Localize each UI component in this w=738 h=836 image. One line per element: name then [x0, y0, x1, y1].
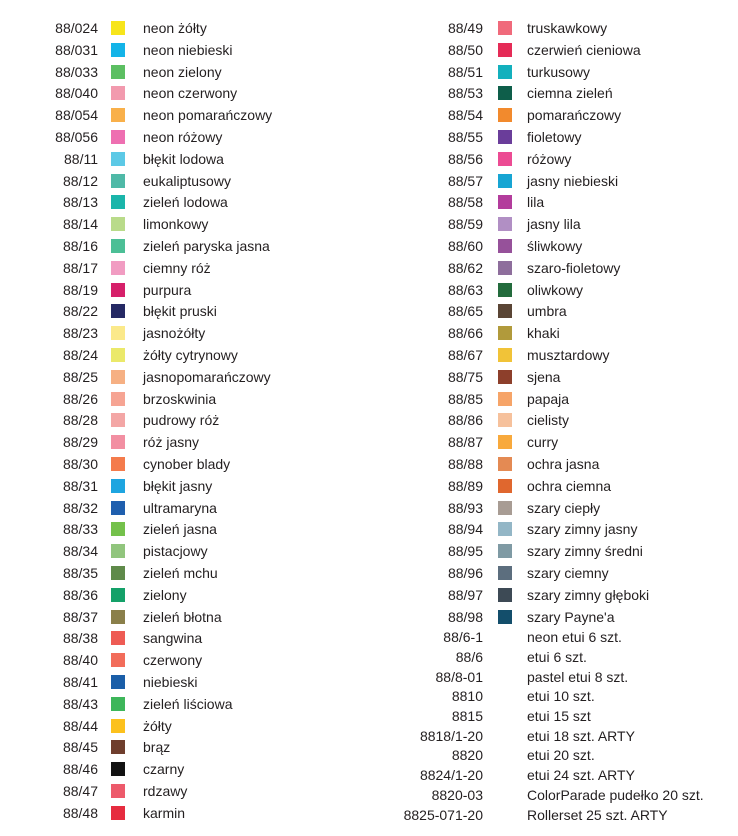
- color-row: [0, 323, 340, 345]
- product-code: 88/040: [55, 85, 98, 102]
- product-code: 88/38: [62, 630, 98, 647]
- set-name: etui 6 szt.: [527, 649, 587, 665]
- color-swatch: [111, 152, 125, 166]
- color-swatch: [111, 413, 125, 427]
- color-name: pudrowy róż: [143, 412, 220, 429]
- product-code: 88/40: [62, 652, 98, 669]
- product-code: 88/054: [55, 107, 98, 124]
- product-code: 8810: [451, 688, 483, 705]
- color-name: sangwina: [143, 630, 203, 647]
- color-row: [0, 389, 340, 411]
- color-row: [388, 258, 728, 280]
- product-code: 88/34: [62, 543, 98, 560]
- color-swatch: [498, 86, 512, 100]
- product-code: 88/17: [62, 259, 98, 276]
- color-name: śliwkowy: [527, 237, 583, 254]
- set-row: [388, 707, 738, 727]
- color-row: [0, 18, 340, 40]
- color-swatch: [111, 195, 125, 209]
- set-row: [388, 628, 738, 648]
- color-name: khaki: [527, 325, 560, 342]
- set-row: [388, 746, 738, 766]
- product-code: 88/53: [447, 85, 483, 102]
- color-row: [0, 301, 340, 323]
- color-name: czerwień cieniowa: [527, 41, 641, 58]
- color-row: [0, 541, 340, 563]
- product-code: 88/8-01: [435, 668, 483, 685]
- color-name: rdzawy: [143, 782, 188, 799]
- product-code: 88/26: [62, 390, 98, 407]
- color-row: [388, 62, 728, 84]
- color-swatch: [498, 326, 512, 340]
- product-code: 88/36: [62, 586, 98, 603]
- color-name: neon czerwony: [143, 85, 238, 102]
- color-row: [0, 83, 340, 105]
- color-name: szary Payne'a: [527, 608, 615, 625]
- color-row: [388, 192, 728, 214]
- color-row: [0, 607, 340, 629]
- product-code: 88/62: [447, 259, 483, 276]
- color-row: [388, 607, 728, 629]
- color-name: niebieski: [143, 673, 198, 690]
- color-row: [388, 18, 728, 40]
- color-swatch: [111, 370, 125, 384]
- color-swatch: [111, 217, 125, 231]
- color-swatch: [111, 544, 125, 558]
- color-row: [0, 280, 340, 302]
- color-swatch: [111, 392, 125, 406]
- color-swatch: [498, 43, 512, 57]
- product-code: 88/35: [62, 564, 98, 581]
- color-swatch: [498, 152, 512, 166]
- color-name: sjena: [527, 368, 561, 385]
- color-row: [0, 781, 340, 803]
- color-row: [388, 410, 728, 432]
- product-code: 88/031: [55, 41, 98, 58]
- product-code: 88/6-1: [443, 629, 483, 646]
- set-row: [388, 766, 738, 786]
- color-swatch: [111, 762, 125, 776]
- product-code: 88/67: [447, 346, 483, 363]
- product-code: 88/88: [447, 455, 483, 472]
- product-code: 88/56: [447, 150, 483, 167]
- color-row: [0, 432, 340, 454]
- product-code: 88/75: [447, 368, 483, 385]
- color-name: brzoskwinia: [143, 390, 217, 407]
- color-name: szary zimny jasny: [527, 521, 638, 538]
- product-code: 88/51: [447, 63, 483, 80]
- color-name: zieleń jasna: [143, 521, 217, 538]
- set-row: [388, 806, 738, 826]
- color-swatch: [111, 697, 125, 711]
- color-swatch: [111, 65, 125, 79]
- product-code: 88/89: [447, 477, 483, 494]
- color-swatch: [111, 283, 125, 297]
- color-swatch: [111, 479, 125, 493]
- color-swatch: [111, 43, 125, 57]
- product-code: 88/57: [447, 172, 483, 189]
- color-row: [0, 476, 340, 498]
- color-swatch: [498, 65, 512, 79]
- product-code: 8820-03: [431, 786, 483, 803]
- color-row: [388, 563, 728, 585]
- color-row: [0, 563, 340, 585]
- color-swatch: [111, 501, 125, 515]
- color-name: limonkowy: [143, 216, 209, 233]
- color-row: [388, 432, 728, 454]
- color-swatch: [111, 806, 125, 820]
- product-code: 88/48: [62, 804, 98, 821]
- color-row: [388, 149, 728, 171]
- product-code: 88/22: [62, 303, 98, 320]
- product-code: 88/37: [62, 608, 98, 625]
- color-swatch: [498, 348, 512, 362]
- color-row: [0, 410, 340, 432]
- product-code: 88/66: [447, 325, 483, 342]
- product-code: 88/11: [64, 150, 98, 167]
- product-code: 88/59: [447, 216, 483, 233]
- color-row: [0, 62, 340, 84]
- product-code: 88/25: [62, 368, 98, 385]
- color-row: [0, 519, 340, 541]
- color-name: turkusowy: [527, 63, 591, 80]
- product-code: 88/47: [62, 782, 98, 799]
- color-name: jasny niebieski: [527, 172, 619, 189]
- color-row: [0, 628, 340, 650]
- color-name: cielisty: [527, 412, 570, 429]
- color-swatch: [111, 566, 125, 580]
- color-row: [0, 258, 340, 280]
- set-name: ColorParade pudełko 20 szt.: [527, 786, 704, 803]
- color-swatch: [498, 479, 512, 493]
- product-code: 88/14: [62, 216, 98, 233]
- color-row: [0, 716, 340, 738]
- color-swatch: [498, 261, 512, 275]
- color-swatch: [111, 304, 125, 318]
- color-name: fioletowy: [527, 128, 582, 145]
- color-row: [388, 389, 728, 411]
- product-code: 88/54: [447, 107, 483, 124]
- color-row: [0, 40, 340, 62]
- set-row: [388, 648, 738, 668]
- color-swatch: [111, 326, 125, 340]
- color-swatch: [111, 21, 125, 35]
- set-name: neon etui 6 szt.: [527, 629, 622, 646]
- color-row: [0, 759, 340, 781]
- set-name: etui 18 szt. ARTY: [527, 727, 635, 744]
- color-row: [0, 192, 340, 214]
- color-swatch: [111, 130, 125, 144]
- set-row: [388, 786, 738, 806]
- product-code: 88/86: [447, 412, 483, 429]
- color-swatch: [111, 631, 125, 645]
- color-name: lila: [527, 194, 545, 211]
- color-name: neon niebieski: [143, 41, 233, 58]
- color-name: pistacjowy: [143, 543, 208, 560]
- product-code: 88/43: [62, 695, 98, 712]
- color-swatch: [498, 304, 512, 318]
- color-row: [0, 236, 340, 258]
- color-swatch: [498, 239, 512, 253]
- color-name: curry: [527, 434, 559, 451]
- color-swatch: [498, 544, 512, 558]
- color-row: [0, 694, 340, 716]
- product-code: 88/94: [447, 521, 483, 538]
- product-code: 88/31: [62, 477, 98, 494]
- color-swatch: [498, 130, 512, 144]
- color-name: musztardowy: [527, 346, 610, 363]
- color-swatch: [111, 239, 125, 253]
- color-name: szary zimny głęboki: [527, 586, 650, 603]
- color-row: [388, 171, 728, 193]
- color-name: neon różowy: [143, 128, 223, 145]
- color-name: purpura: [143, 281, 192, 298]
- color-swatch: [498, 413, 512, 427]
- product-code: 88/98: [447, 608, 483, 625]
- product-code: 88/29: [62, 434, 98, 451]
- color-swatch: [111, 588, 125, 602]
- color-name: czarny: [143, 761, 185, 778]
- product-code: 88/95: [447, 543, 483, 560]
- color-name: umbra: [527, 303, 567, 320]
- product-code: 88/12: [62, 172, 98, 189]
- product-code: 88/033: [55, 63, 98, 80]
- color-name: jasny lila: [527, 216, 581, 233]
- color-name: błękit lodowa: [143, 150, 224, 167]
- color-swatch: [111, 784, 125, 798]
- set-row: [388, 727, 738, 747]
- color-row: [0, 585, 340, 607]
- color-row: [388, 519, 728, 541]
- color-swatch: [111, 348, 125, 362]
- color-name: ultramaryna: [143, 499, 217, 516]
- color-swatch: [498, 501, 512, 515]
- color-name: szaro-fioletowy: [527, 259, 621, 276]
- set-name: etui 24 szt. ARTY: [527, 767, 635, 784]
- color-row: [388, 40, 728, 62]
- set-row: [388, 668, 738, 688]
- color-row: [0, 650, 340, 672]
- product-code: 88/46: [62, 761, 98, 778]
- product-code: 88/024: [55, 20, 98, 36]
- set-row: [388, 687, 738, 707]
- product-code: 88/60: [447, 237, 483, 254]
- set-name: etui 15 szt: [527, 708, 591, 725]
- product-code: 88/93: [447, 499, 483, 516]
- color-swatch: [111, 522, 125, 536]
- product-code: 88/23: [62, 325, 98, 342]
- product-code: 88/97: [447, 586, 483, 603]
- color-name: zieleń lodowa: [143, 194, 228, 211]
- color-name: szary ciepły: [527, 499, 601, 516]
- color-name: ochra ciemna: [527, 477, 612, 494]
- product-code: 88/28: [62, 412, 98, 429]
- color-name: żółty cytrynowy: [143, 346, 238, 363]
- color-name: brąz: [143, 739, 171, 756]
- color-row: [0, 454, 340, 476]
- product-code: 88/24: [62, 346, 98, 363]
- color-name: truskawkowy: [527, 20, 608, 36]
- color-name: ciemny róż: [143, 259, 211, 276]
- color-row: [388, 301, 728, 323]
- product-code: 88/55: [447, 128, 483, 145]
- product-code: 88/32: [62, 499, 98, 516]
- color-name: szary ciemny: [527, 564, 609, 581]
- product-code: 88/056: [55, 128, 98, 145]
- product-code: 88/19: [62, 281, 98, 298]
- product-code: 88/50: [447, 41, 483, 58]
- color-swatch: [498, 370, 512, 384]
- color-name: neon pomarańczowy: [143, 107, 273, 124]
- color-name: ciemna zieleń: [527, 85, 613, 102]
- product-code: 88/96: [447, 564, 483, 581]
- color-name: oliwkowy: [527, 281, 584, 298]
- color-name: róż jasny: [143, 434, 200, 451]
- product-code: 88/41: [62, 673, 98, 690]
- product-code: 88/65: [447, 303, 483, 320]
- color-row: [0, 127, 340, 149]
- color-swatch: [498, 610, 512, 624]
- color-row: [0, 171, 340, 193]
- color-name: karmin: [143, 804, 186, 821]
- right-color-list: [388, 18, 738, 825]
- product-code: 88/58: [447, 194, 483, 211]
- color-name: eukaliptusowy: [143, 172, 231, 189]
- color-swatch: [498, 522, 512, 536]
- color-row: [388, 367, 728, 389]
- color-swatch: [498, 108, 512, 122]
- color-row: [0, 367, 340, 389]
- product-code: 8820: [451, 747, 483, 764]
- product-code: 88/13: [62, 194, 98, 211]
- product-code: 88/33: [62, 521, 98, 538]
- color-name: pomarańczowy: [527, 107, 622, 124]
- color-row: [0, 737, 340, 759]
- color-swatch: [111, 457, 125, 471]
- product-code: 88/63: [447, 281, 483, 298]
- color-name: cynober blady: [143, 455, 231, 472]
- color-row: [0, 672, 340, 694]
- color-swatch: [498, 217, 512, 231]
- color-swatch: [111, 86, 125, 100]
- color-swatch: [111, 435, 125, 449]
- color-name: ochra jasna: [527, 455, 600, 472]
- color-swatch: [111, 108, 125, 122]
- color-name: papaja: [527, 390, 570, 407]
- color-swatch: [498, 283, 512, 297]
- color-swatch: [498, 174, 512, 188]
- color-name: błękit jasny: [143, 477, 213, 494]
- color-row: [0, 105, 340, 127]
- color-row: [388, 476, 728, 498]
- product-code: 8815: [451, 708, 483, 725]
- color-row: [388, 105, 728, 127]
- color-swatch: [498, 588, 512, 602]
- color-swatch: [111, 261, 125, 275]
- color-name: błękit pruski: [143, 303, 217, 320]
- color-swatch: [111, 610, 125, 624]
- color-name: zieleń paryska jasna: [143, 237, 270, 254]
- color-name: zielony: [143, 586, 187, 603]
- color-row: [0, 803, 340, 825]
- color-row: [388, 345, 728, 367]
- product-code: 8824/1-20: [419, 767, 483, 784]
- color-row: [388, 454, 728, 476]
- color-swatch: [111, 653, 125, 667]
- product-code: 88/85: [447, 390, 483, 407]
- color-row: [388, 498, 728, 520]
- color-row: [0, 214, 340, 236]
- color-name: jasnopomarańczowy: [143, 368, 271, 385]
- color-row: [388, 214, 728, 236]
- color-row: [0, 345, 340, 367]
- color-swatch: [111, 675, 125, 689]
- set-name: etui 20 szt.: [527, 747, 595, 764]
- product-code: 88/30: [62, 455, 98, 472]
- color-swatch: [498, 435, 512, 449]
- color-swatch: [111, 174, 125, 188]
- color-name: zieleń liściowa: [143, 695, 233, 712]
- product-code: 88/44: [62, 717, 98, 734]
- product-code: 88/49: [447, 20, 483, 36]
- color-name: jasnożółty: [143, 325, 206, 342]
- left-color-list: [0, 18, 340, 824]
- color-swatch: [111, 719, 125, 733]
- color-swatch: [498, 21, 512, 35]
- color-row: [388, 280, 728, 302]
- color-row: [388, 323, 728, 345]
- product-code: 88/16: [62, 237, 98, 254]
- color-row: [388, 127, 728, 149]
- color-name: szary zimny średni: [527, 543, 643, 560]
- color-name: różowy: [527, 150, 572, 167]
- set-name: pastel etui 8 szt.: [527, 668, 629, 685]
- color-swatch: [498, 392, 512, 406]
- color-row: [388, 236, 728, 258]
- color-swatch: [498, 457, 512, 471]
- color-swatch: [498, 566, 512, 580]
- color-row: [0, 498, 340, 520]
- color-row: [388, 585, 728, 607]
- color-name: zieleń błotna: [143, 608, 222, 625]
- product-code: 8818/1-20: [419, 727, 483, 744]
- color-swatch: [498, 195, 512, 209]
- color-name: zieleń mchu: [143, 564, 218, 581]
- color-name: żółty: [143, 717, 172, 734]
- color-row: [388, 83, 728, 105]
- product-code: 88/45: [62, 739, 98, 756]
- color-row: [388, 541, 728, 563]
- product-code: 88/6: [455, 649, 483, 665]
- color-swatch: [111, 740, 125, 754]
- color-row: [0, 149, 340, 171]
- color-name: neon zielony: [143, 63, 222, 80]
- product-code: 8825-071-20: [403, 806, 483, 823]
- set-name: Rollerset 25 szt. ARTY: [527, 806, 668, 823]
- product-code: 88/87: [447, 434, 483, 451]
- color-name: neon żółty: [143, 20, 207, 36]
- set-name: etui 10 szt.: [527, 688, 595, 705]
- color-name: czerwony: [143, 652, 203, 669]
